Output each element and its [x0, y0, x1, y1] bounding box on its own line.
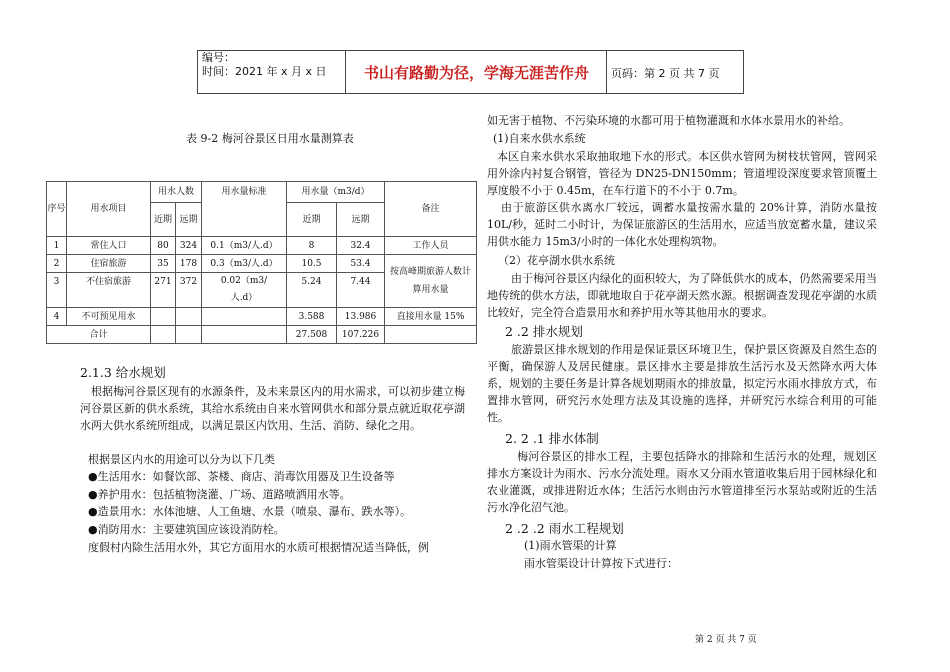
table-header-people: 用水人数: [151, 182, 202, 203]
cell-item: 不住宿旅游: [67, 273, 151, 308]
cell-total-label: 合计: [47, 326, 151, 344]
cell-volume-near: 5.24: [287, 273, 337, 308]
cell-people-far: 324: [176, 237, 202, 255]
cell-volume-far: 13.986: [337, 308, 385, 326]
section-heading-2-1-3: 2.1.3 给水规划: [80, 365, 166, 380]
cell-note: 按高峰期旅游人数计算用水量: [385, 255, 477, 308]
cell-people-far: 178: [176, 255, 202, 273]
cell-people-far: 372: [176, 273, 202, 308]
table-row: [47, 308, 477, 326]
paragraph: 度假村内除生活用水外，其它方面用水的水质可根据情况适当降低，例: [88, 541, 429, 554]
water-usage-table: [46, 181, 477, 344]
cell-item: 住宿旅游: [67, 255, 151, 273]
table-header-near: 近期: [287, 203, 337, 237]
table-header-volume: 用水量（m3/d）: [287, 182, 385, 203]
cell-seq: 2: [47, 255, 67, 273]
table-row: [47, 237, 477, 255]
cell-people-near: 35: [151, 255, 176, 273]
paragraph: 如无害于植物、不污染环境的水都可用于植物灌溉和水体水景用水的补给。: [487, 114, 850, 127]
cell-standard: 0.1（m3/人.d）: [202, 237, 287, 255]
table-total-row: [47, 326, 477, 344]
table-caption: 表 9-2 梅河谷景区日用水量测算表: [186, 132, 354, 145]
cell-seq: 4: [47, 308, 67, 326]
cell-standard: 0.02（m3/人.d）: [202, 273, 287, 308]
subheading: (1)自来水供水系统: [493, 132, 586, 145]
section-heading-2-2-2: 2 .2 .2 雨水工程规划: [505, 521, 624, 536]
cell-volume-far: 32.4: [337, 237, 385, 255]
cell-total-far: 107.226: [337, 326, 385, 344]
cell-empty: [385, 326, 477, 344]
table-header-standard: 用水量标准: [202, 182, 287, 237]
cell-people-near: 271: [151, 273, 176, 308]
section-heading-2-2: 2 .2 排水规划: [505, 324, 583, 339]
table-header-note: 备注: [385, 182, 477, 237]
cell-empty: [202, 326, 287, 344]
cell-volume-far: 7.44: [337, 273, 385, 308]
paragraph: 根据景区内水的用途可以分为以下几类: [88, 453, 275, 466]
cell-item: 常住人口: [67, 237, 151, 255]
cell-standard: 0.3（m3/人.d）: [202, 255, 287, 273]
section-heading-2-2-1: 2. 2 .1 排水体制: [505, 431, 599, 446]
table-row: [47, 255, 477, 273]
cell-standard: [202, 308, 287, 326]
subheading: （2）花亭湖水供水系统: [498, 254, 615, 267]
cell-seq: 3: [47, 273, 67, 308]
cell-seq: 1: [47, 237, 67, 255]
table-header-near: 近期: [151, 203, 176, 237]
table-header-far: 远期: [337, 203, 385, 237]
cell-empty: [151, 326, 176, 344]
header-page-number: 页码：第 2 页 共 7 页: [611, 67, 720, 80]
header-motto: 书山有路勤为径，学海无涯苦作舟: [363, 64, 589, 82]
paragraph: 根据梅河谷景区现有的水源条件，及未来景区内的用水需求，可以初步建立梅河谷景区新的供水系统，其给水系统由自来水管网供水和部分景点就近取花亭湖水两大供水系统所组成，以满足景区内饮用、生活、消防、绿化之用。: [80, 385, 465, 432]
paragraph: 由于梅河谷景区内绿化的面积较大，为了降低供水的成本，仍然需要采用当地传统的供水方法，即就地取自于花亭湖天然水源。根据调查发现花亭湖的水质比较好，完全符合造景用水和养护用水等其他用水的要求。: [487, 272, 877, 319]
table-header-seq: 序号: [47, 182, 67, 237]
subheading: (1)雨水管渠的计算: [524, 539, 617, 552]
cell-people-far: [176, 308, 202, 326]
cell-note: 直接用水量 15%: [385, 308, 477, 326]
cell-volume-near: 10.5: [287, 255, 337, 273]
header-divider: [345, 50, 346, 94]
cell-people-near: [151, 308, 176, 326]
paragraph: 本区自来水供水采取抽取地下水的形式。本区供水管网为树枝状管网，管网采用外涂内衬复合钢管，管径为 DN25-DN150mm；管道埋设深度要求管顶覆土厚度般不小于 0.45m，在车行道下的不小于 0.7m。: [487, 150, 877, 197]
list-item: ●生活用水：如餐饮部、茶楼、商店、消毒饮用器及卫生设备等: [88, 470, 395, 483]
cell-volume-near: 3.588: [287, 308, 337, 326]
list-item: ●造景用水：水体池塘、人工鱼塘、水景（喷泉、瀑布、跌水等）。: [88, 505, 412, 518]
table-header-item: 用水项目: [67, 182, 151, 237]
cell-empty: [176, 326, 202, 344]
paragraph: 旅游景区排水规划的作用是保证景区环境卫生，保护景区资源及自然生态的平衡，确保游人及居民健康。景区排水主要是排放生活污水及天然降水两大体系，规划的主要任务是计算各规划期雨水的排放量，拟定污水雨水排放方式，布置排水管网，研究污水处理方法及其设施的选择，并研究污水综合利用的可能性。: [487, 343, 877, 424]
list-item: ●消防用水：主要建筑国应该设消防栓。: [88, 523, 285, 536]
doc-number-label: 编号：: [202, 51, 235, 64]
cell-item: 不可预见用水: [67, 308, 151, 326]
cell-volume-far: 53.4: [337, 255, 385, 273]
paragraph: 雨水管渠设计计算按下式进行：: [524, 557, 678, 570]
doc-date: 时间：2021 年 x 月 x 日: [202, 65, 327, 78]
cell-total-near: 27.508: [287, 326, 337, 344]
cell-people-near: 80: [151, 237, 176, 255]
list-item: ●养护用水：包括植物浇灌、广场、道路喷洒用水等。: [88, 488, 351, 501]
header-divider: [606, 50, 607, 94]
cell-volume-near: 8: [287, 237, 337, 255]
footer-page-number: 第 2 页 共 7 页: [695, 635, 757, 645]
paragraph: 梅河谷景区的排水工程，主要包括降水的排除和生活污水的处理，规划区排水方案设计为雨水、污水分流处理。雨水又分雨水管道收集后用于园林绿化和农业灌溉，或排进附近水体；生活污水则由污水管道排至污水泵站或附近的生活污水净化沼气池。: [487, 450, 877, 514]
paragraph: 由于旅游区供水离水厂较远，调蓄水量按需水量的 20%计算，消防水量按 10L/秒，延时二小时计，为保证旅游区的生活用水，应适当放宽蓄水量，建议采用供水能力 15m3/小时的一体化水处理构筑物。: [487, 201, 877, 248]
table-header-far: 远期: [176, 203, 202, 237]
cell-note: 工作人员: [385, 237, 477, 255]
